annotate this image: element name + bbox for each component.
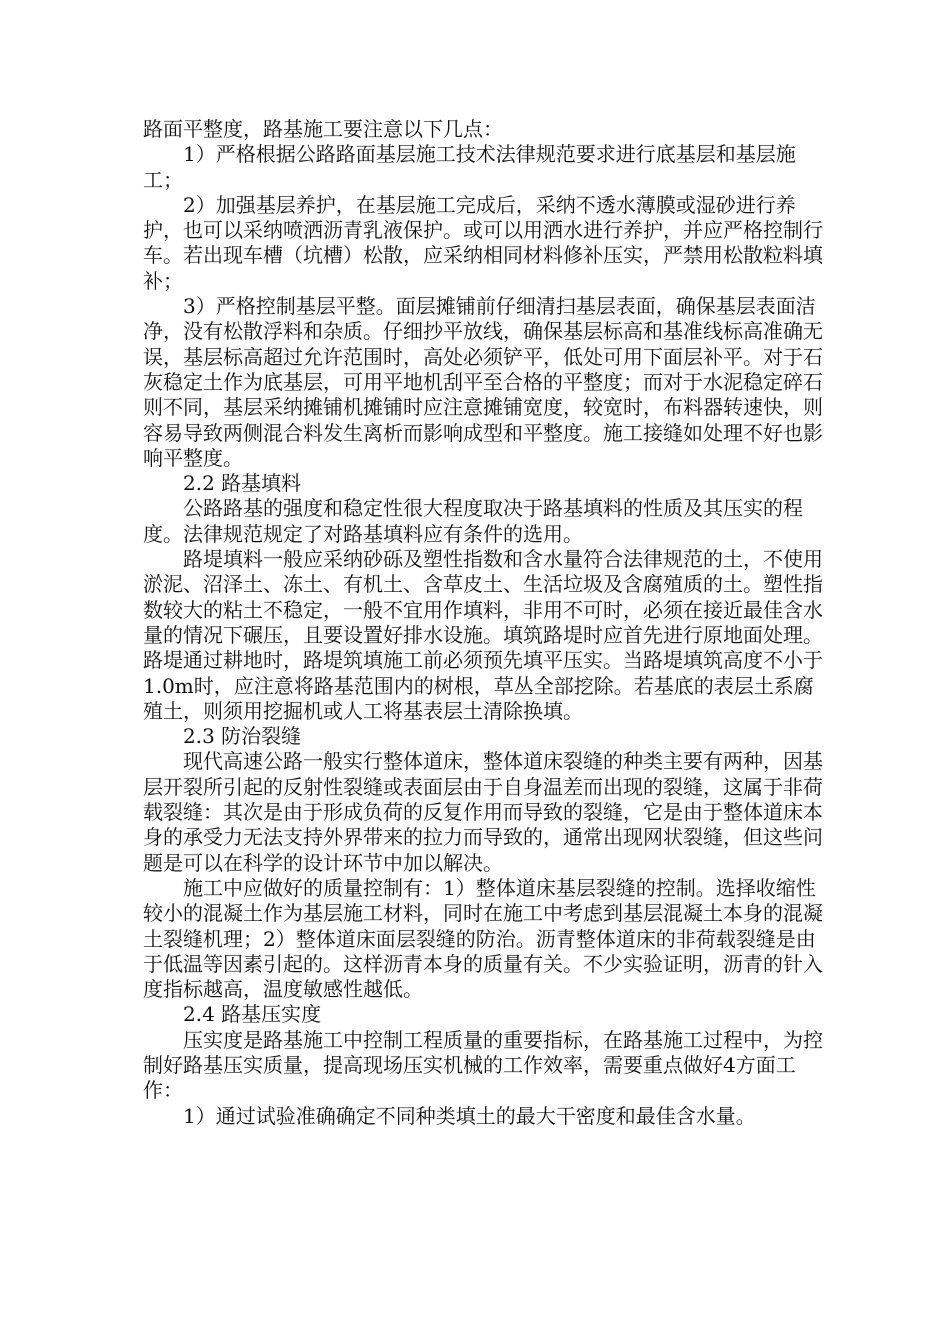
paragraph-intro: 路面平整度，路基施工要注意以下几点：	[143, 117, 503, 141]
document-body	[143, 117, 833, 1129]
paragraph-embankment-fill: 路堤填料一般应采纳砂砾及塑性指数和含水量符合法律规范的土，不使用淤泥、沼泽土、冻土、有机土、含草皮土、生活垃圾及含腐殖质的土。塑性指数较大的粘土不稳定，一般不宜用作填料，非用不可时，必须在接近最佳含水量的情况下碾压，且要设置好排水设施。填筑路堤时应首先进行原地面处理。路堤通过耕地时，路堤筑填施工前必须预先填平压实。当路堤填筑高度不小于1.0m时，应注意将路基范围内的树根，草丛全部挖除。若基底的表层土系腐殖土，则须用挖掘机或人工将基表层土清除换填。	[143, 547, 823, 723]
section-heading-2-3: 2.3 防治裂缝	[183, 724, 302, 749]
section-heading-2-2: 2.2 路基填料	[183, 471, 302, 496]
paragraph-quality-control: 施工中应做好的质量控制有：1）整体道床基层裂缝的控制。选择收缩性较小的混凝土作为基层施工材料，同时在施工中考虑到基层混凝土本身的混凝土裂缝机理；2）整体道床面层裂缝的防治。沥青整体道床的非荷载裂缝是由于低温等因素引起的。这样沥青本身的质量有关。不少实验证明，沥青的针入度指标越高，温度敏感性越低。	[143, 875, 823, 1002]
paragraph-fill-strength: 公路路基的强度和稳定性很大程度取决于路基填料的性质及其压实的程度。法律规范规定了对路基填料应有条件的选用。	[143, 496, 803, 546]
list-item-2: 2）加强基层养护，在基层施工完成后，采纳不透水薄膜或湿砂进行养护，也可以采纳喷洒沥青乳液保护。或可以用洒水进行养护，并应严格控制行车。若出现车槽（坑槽）松散，应采纳相同材料修补压实，严禁用松散粒料填补；	[143, 192, 823, 293]
section-heading-2-4: 2.4 路基压实度	[183, 1002, 322, 1027]
paragraph-compaction: 压实度是路基施工中控制工程质量的重要指标，在路基施工过程中，为控制好路基压实质量，提高现场压实机械的工作效率，需要重点做好4方面工作：	[143, 1027, 823, 1103]
paragraph-crack-types: 现代高速公路一般实行整体道床，整体道床裂缝的种类主要有两种，因基层开裂所引起的反射性裂缝或表面层由于自身温差而出现的裂缝，这属于非荷载裂缝：其次是由于形成负荷的反复作用而导致的裂缝，它是由于整体道床本身的承受力无法支持外界带来的拉力而导致的，通常出现网状裂缝，但这些问题是可以在科学的设计环节中加以解决。	[143, 749, 823, 875]
list-item-3: 3）严格控制基层平整。面层摊铺前仔细清扫基层表面，确保基层表面洁净，没有松散浮料和杂质。仔细抄平放线，确保基层标高和基准线标高准确无误，基层标高超过允许范围时，高处必须铲平，低处可用下面层补平。对于石灰稳定土作为底基层，可用平地机刮平至合格的平整度；而对于水泥稳定碎石则不同，基层采纳摊铺机摊铺时应注意摊铺宽度，较宽时，布料器转速快，则容易导致两侧混合料发生离析而影响成型和平整度。施工接缝如处理不好也影响平整度。	[143, 294, 823, 470]
list-item-1: 1）严格根据公路路面基层施工技术法律规范要求进行底基层和基层施工；	[143, 142, 796, 192]
list-item-compaction-1: 1）通过试验准确确定不同种类填土的最大干密度和最佳含水量。	[183, 1103, 756, 1128]
